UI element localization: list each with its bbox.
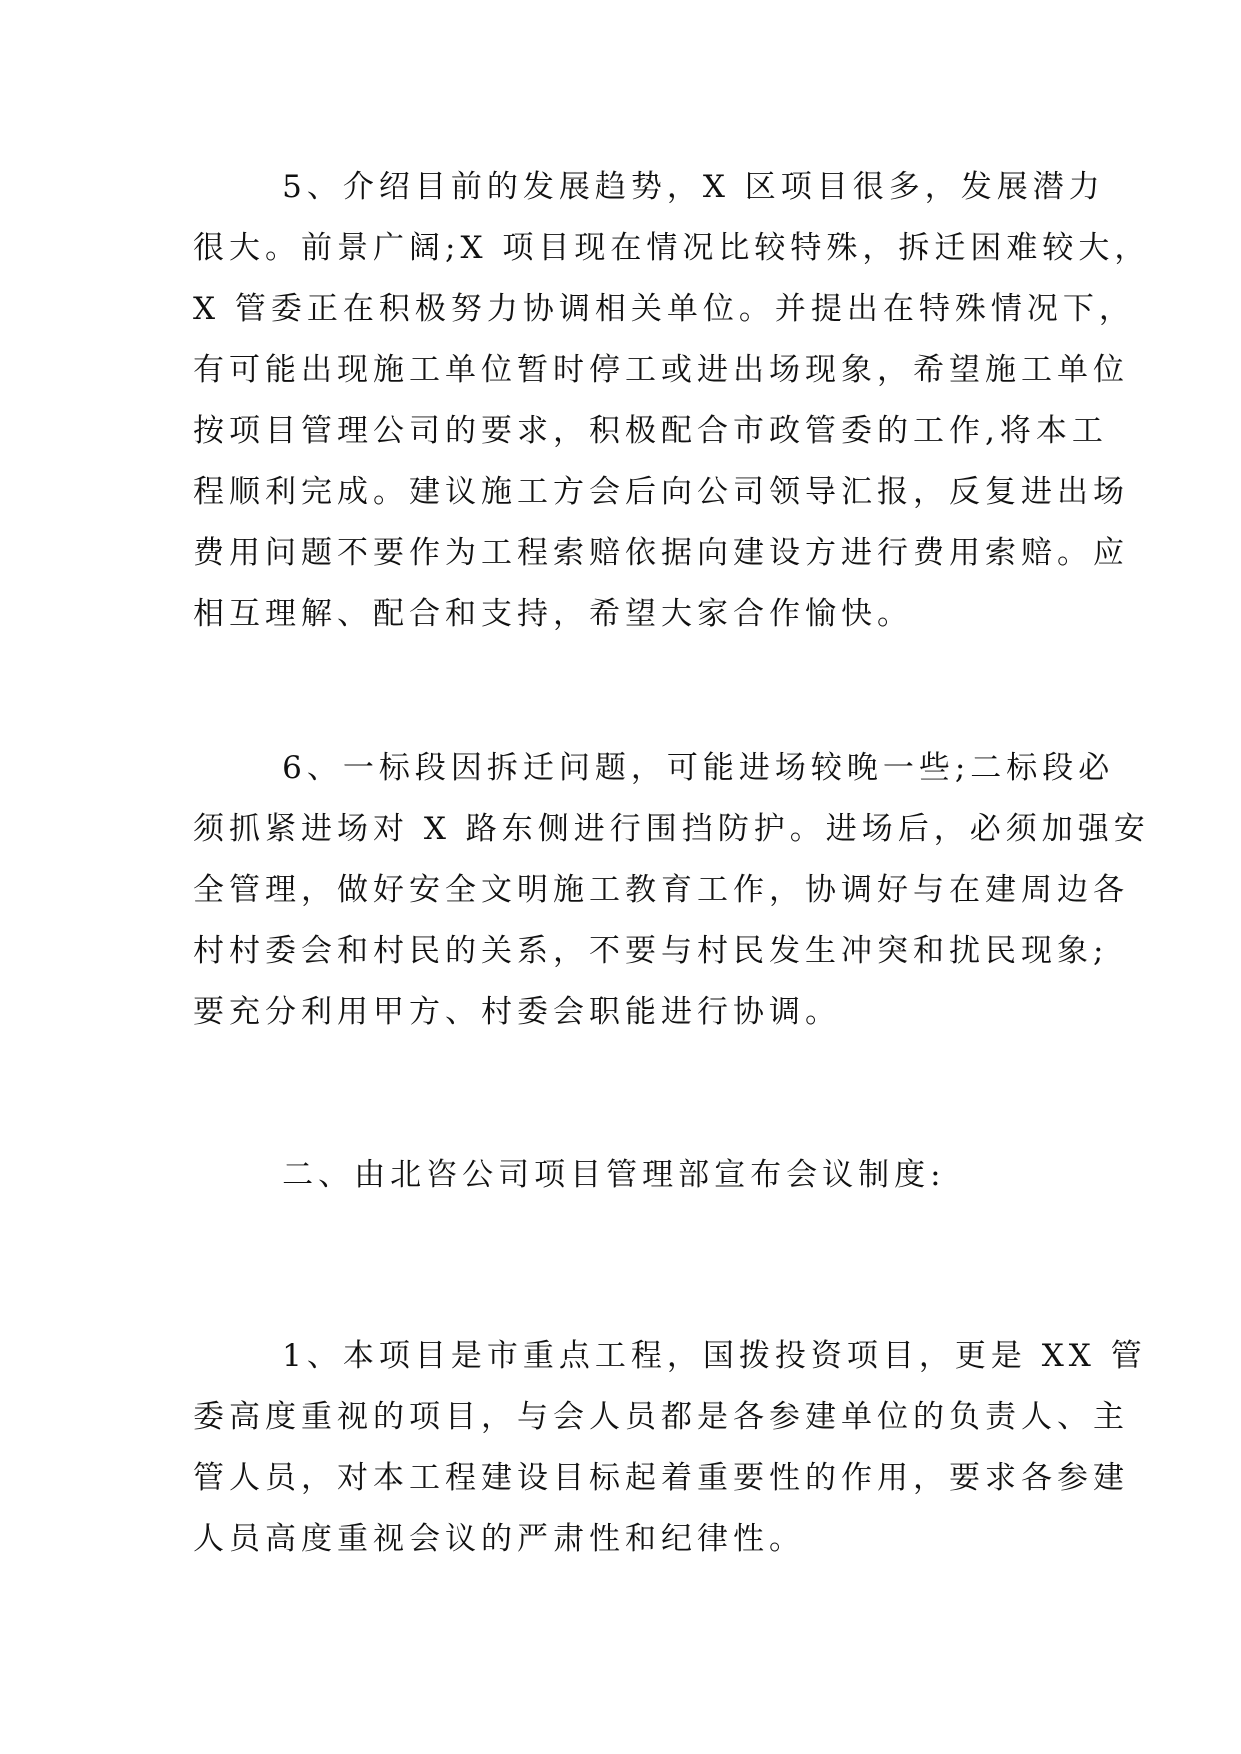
text-line: 要充分利用甲方、村委会职能进行协调。 xyxy=(193,994,841,1030)
text-line: 有可能出现施工单位暂时停工或进出场现象，希望施工单位 xyxy=(193,352,1129,388)
text-line: X 管委正在积极努力协调相关单位。并提出在特殊情况下， xyxy=(193,291,1135,327)
section-heading-text: 二、由北咨公司项目管理部宣布会议制度: xyxy=(193,1157,946,1193)
text-line: 5、介绍目前的发展趋势，X 区项目很多，发展潜力 xyxy=(193,169,1105,205)
text-line: 相互理解、配合和支持，希望大家合作愉快。 xyxy=(193,596,913,632)
text-line: 须抓紧进场对 X 路东侧进行围挡防护。进场后，必须加强安 xyxy=(193,811,1150,847)
text-line: 6、一标段因拆迁问题，可能进场较晚一些;二标段必 xyxy=(193,750,1115,786)
section-heading-2 xyxy=(193,1145,1053,1206)
text-line: 人员高度重视会议的严肃性和纪律性。 xyxy=(193,1521,805,1557)
paragraph-item-5 xyxy=(193,157,1151,645)
text-line: 很大。前景广阔;X 项目现在情况比较特殊，拆迁困难较大， xyxy=(193,230,1151,266)
text-line: 程顺利完成。建议施工方会后向公司领导汇报，反复进出场 xyxy=(193,474,1129,510)
text-line: 1、本项目是市重点工程，国拨投资项目，更是 XX 管 xyxy=(193,1338,1147,1374)
text-line: 费用问题不要作为工程索赔依据向建设方进行费用索赔。应 xyxy=(193,535,1129,571)
paragraph-rule-1 xyxy=(193,1326,1147,1570)
paragraph-item-6 xyxy=(193,738,1150,1043)
text-line: 委高度重视的项目，与会人员都是各参建单位的负责人、主 xyxy=(193,1399,1129,1435)
text-line: 村村委会和村民的关系，不要与村民发生冲突和扰民现象; xyxy=(193,933,1109,969)
text-line: 管人员，对本工程建设目标起着重要性的作用，要求各参建 xyxy=(193,1460,1129,1496)
text-line: 按项目管理公司的要求，积极配合市政管委的工作,将本工 xyxy=(193,413,1108,449)
text-line: 全管理，做好安全文明施工教育工作，协调好与在建周边各 xyxy=(193,872,1129,908)
